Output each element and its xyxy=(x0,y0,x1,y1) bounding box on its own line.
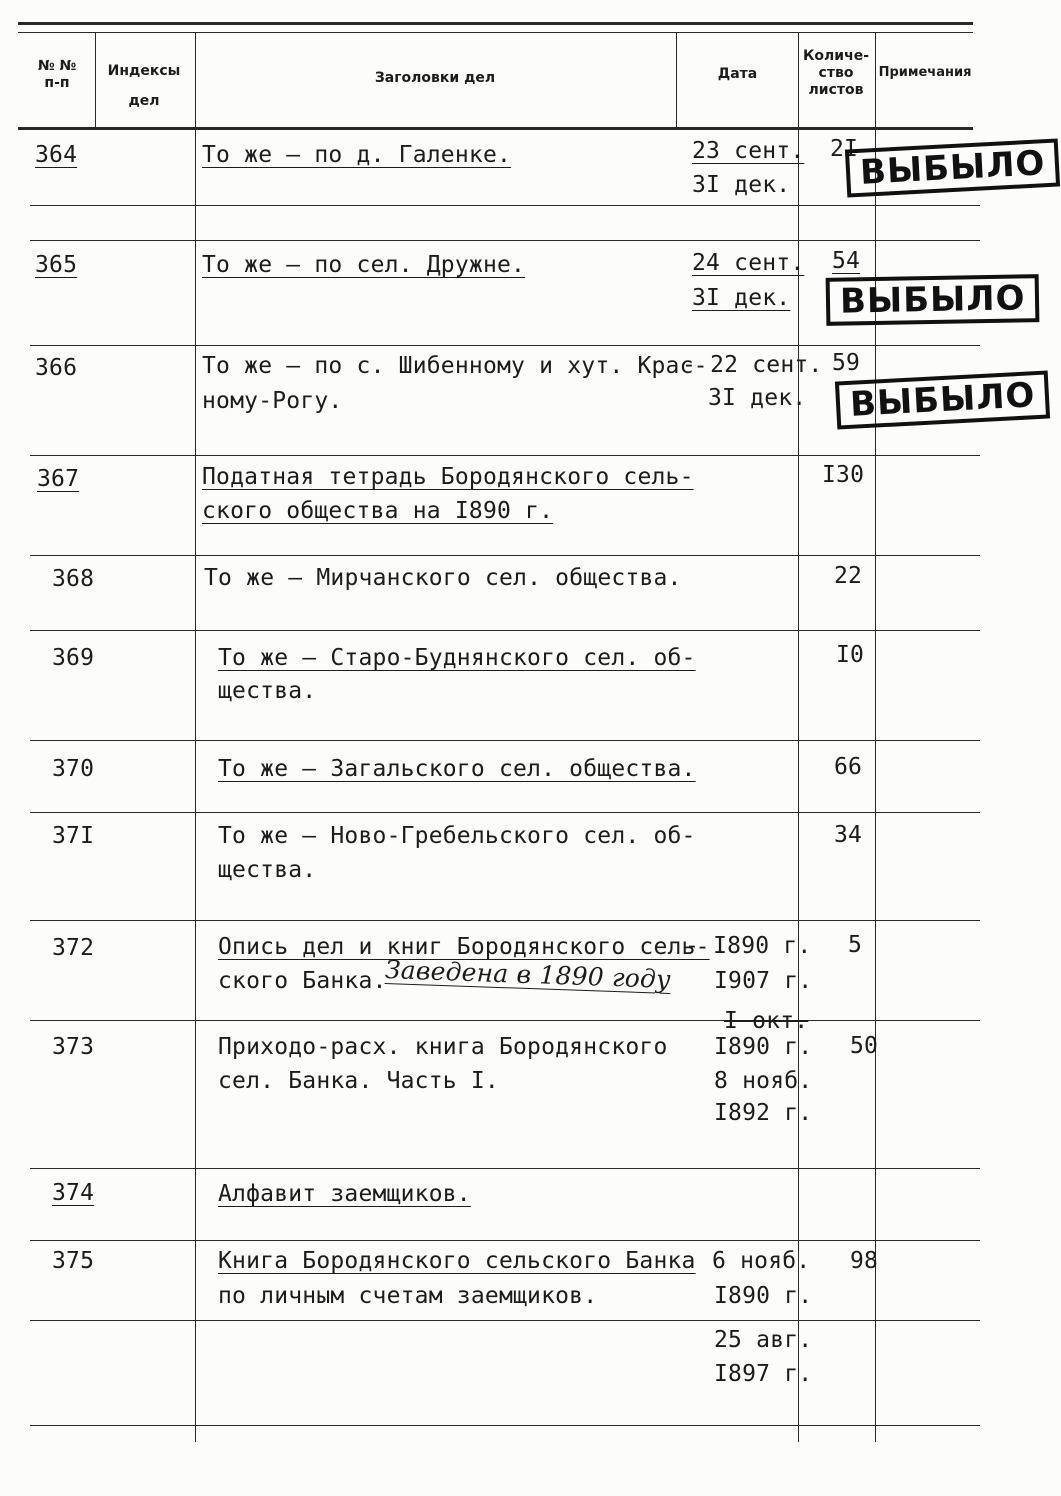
top-border xyxy=(18,22,973,25)
row-date-line: I окт. xyxy=(724,1008,809,1034)
row-sheet-count: 50 xyxy=(850,1033,879,1059)
row-date-line: 3I дек. xyxy=(708,385,807,411)
row-number: 373 xyxy=(52,1034,95,1060)
row-date-line: 3I дек. xyxy=(692,172,791,198)
col-divider-3 xyxy=(676,32,677,127)
row-title-line: То же – Старо-Буднянского сел. об- xyxy=(218,645,696,671)
row-sheet-count: I30 xyxy=(822,462,865,488)
rule-line xyxy=(30,240,980,241)
stamp-vybylo: ВЫБЫЛО xyxy=(845,138,1061,197)
row-title-line: Податная тетрадь Бородянского сель- xyxy=(202,464,694,490)
row-number: 372 xyxy=(52,935,95,961)
stamp-vybylo: ВЫБЫЛО xyxy=(835,370,1051,429)
row-date-line: I907 г. xyxy=(714,968,813,994)
row-title-line: сел. Банка. Часть I. xyxy=(218,1068,499,1094)
rule-line xyxy=(30,740,980,741)
rule-line xyxy=(30,630,980,631)
header-sheet-count: Количе- ство листов xyxy=(802,48,870,98)
row-title-line: То же – по д. Галенке. xyxy=(202,142,512,168)
row-date-line: I892 г. xyxy=(714,1100,813,1126)
row-title-line: Книга Бородянского сельского Банка xyxy=(218,1248,696,1274)
row-sheet-count: 66 xyxy=(834,754,863,780)
row-title-line: То же – Загальского сел. общества. xyxy=(218,756,696,782)
row-title-line: То же – по сел. Дружне. xyxy=(202,252,526,278)
rule-line xyxy=(30,555,980,556)
header-title: Заголовки дел xyxy=(374,70,496,86)
row-date-line: 23 сент. xyxy=(692,138,805,164)
row-date-line: I897 г. xyxy=(714,1361,813,1387)
row-date-line: 3I дек. xyxy=(692,285,791,311)
top-border-inner xyxy=(18,32,973,33)
col-divider-5 xyxy=(875,32,876,1442)
row-title-line: Опись дел и книг Бородянского сель- xyxy=(218,934,710,960)
row-title-line: по личным счетам заемщиков. xyxy=(218,1283,598,1309)
row-number: 375 xyxy=(52,1248,95,1274)
row-number: 364 xyxy=(35,142,78,168)
row-sheet-count: 22 xyxy=(834,563,863,589)
header-notes: Примечания xyxy=(878,65,972,80)
row-date-line: I890 г. xyxy=(714,1034,813,1060)
row-date-line: 6 нояб. xyxy=(712,1248,811,1274)
row-date-line: - 22 сент. xyxy=(682,352,823,378)
row-title-line: ского общества на I890 г. xyxy=(202,498,554,524)
row-sheet-count: I0 xyxy=(836,642,865,668)
col-divider-4 xyxy=(798,32,799,1442)
row-number: 374 xyxy=(52,1180,95,1206)
row-number: 365 xyxy=(35,252,78,278)
row-title-line: Приходо-расх. книга Бородянского xyxy=(218,1034,668,1060)
rule-line xyxy=(30,1168,980,1169)
row-title-line: То же – по с. Шибенному и хут. Крас- xyxy=(202,353,708,379)
row-date-line: 24 сент. xyxy=(692,250,805,276)
rule-line xyxy=(30,1320,980,1321)
row-title-line: щества. xyxy=(218,857,317,883)
row-sheet-count: 59 xyxy=(832,350,861,376)
row-number: 370 xyxy=(52,756,95,782)
row-sheet-count: 54 xyxy=(832,248,861,274)
row-date-line: - I890 г. xyxy=(685,933,812,959)
rule-line xyxy=(30,1020,980,1021)
col-divider-2 xyxy=(195,32,196,1442)
rule-line xyxy=(30,1425,980,1426)
row-title-line: ному-Рогу. xyxy=(202,388,343,414)
stamp-vybylo: ВЫБЫЛО xyxy=(826,274,1040,326)
rule-line xyxy=(30,345,980,346)
row-sheet-count: 34 xyxy=(834,822,863,848)
row-number: 367 xyxy=(37,466,80,492)
col-divider-1 xyxy=(95,32,96,127)
row-number: 37I xyxy=(52,823,95,849)
row-number: 366 xyxy=(35,355,78,381)
rule-line xyxy=(30,920,980,921)
row-title-line: ского Банка. xyxy=(218,968,387,994)
header-bottom-border xyxy=(18,127,973,130)
row-number: 369 xyxy=(52,645,95,671)
row-date-line: 25 авг. xyxy=(714,1327,813,1353)
header-date: Дата xyxy=(717,66,758,82)
row-number: 368 xyxy=(52,566,95,592)
row-sheet-count: 5 xyxy=(848,932,863,958)
row-title-line: То же – Мирчанского сел. общества. xyxy=(204,565,682,591)
row-title-line: То же – Ново-Гребельского сел. об- xyxy=(218,823,696,849)
row-sheet-count: 2I xyxy=(830,136,859,162)
row-title-line: Алфавит заемщиков. xyxy=(218,1181,471,1207)
row-date-line: I890 г. xyxy=(714,1283,813,1309)
header-index: Индексы дел xyxy=(107,63,181,109)
handwritten-note: Заведена в 1890 году xyxy=(384,955,672,994)
rule-line xyxy=(30,1240,980,1241)
row-sheet-count: 98 xyxy=(850,1248,879,1274)
rule-line xyxy=(30,455,980,456)
rule-line xyxy=(30,205,980,206)
row-title-line: щества. xyxy=(218,678,317,704)
header-number: № № п-п xyxy=(37,58,77,91)
rule-line xyxy=(30,812,980,813)
row-date-line: 8 нояб. xyxy=(714,1068,813,1094)
